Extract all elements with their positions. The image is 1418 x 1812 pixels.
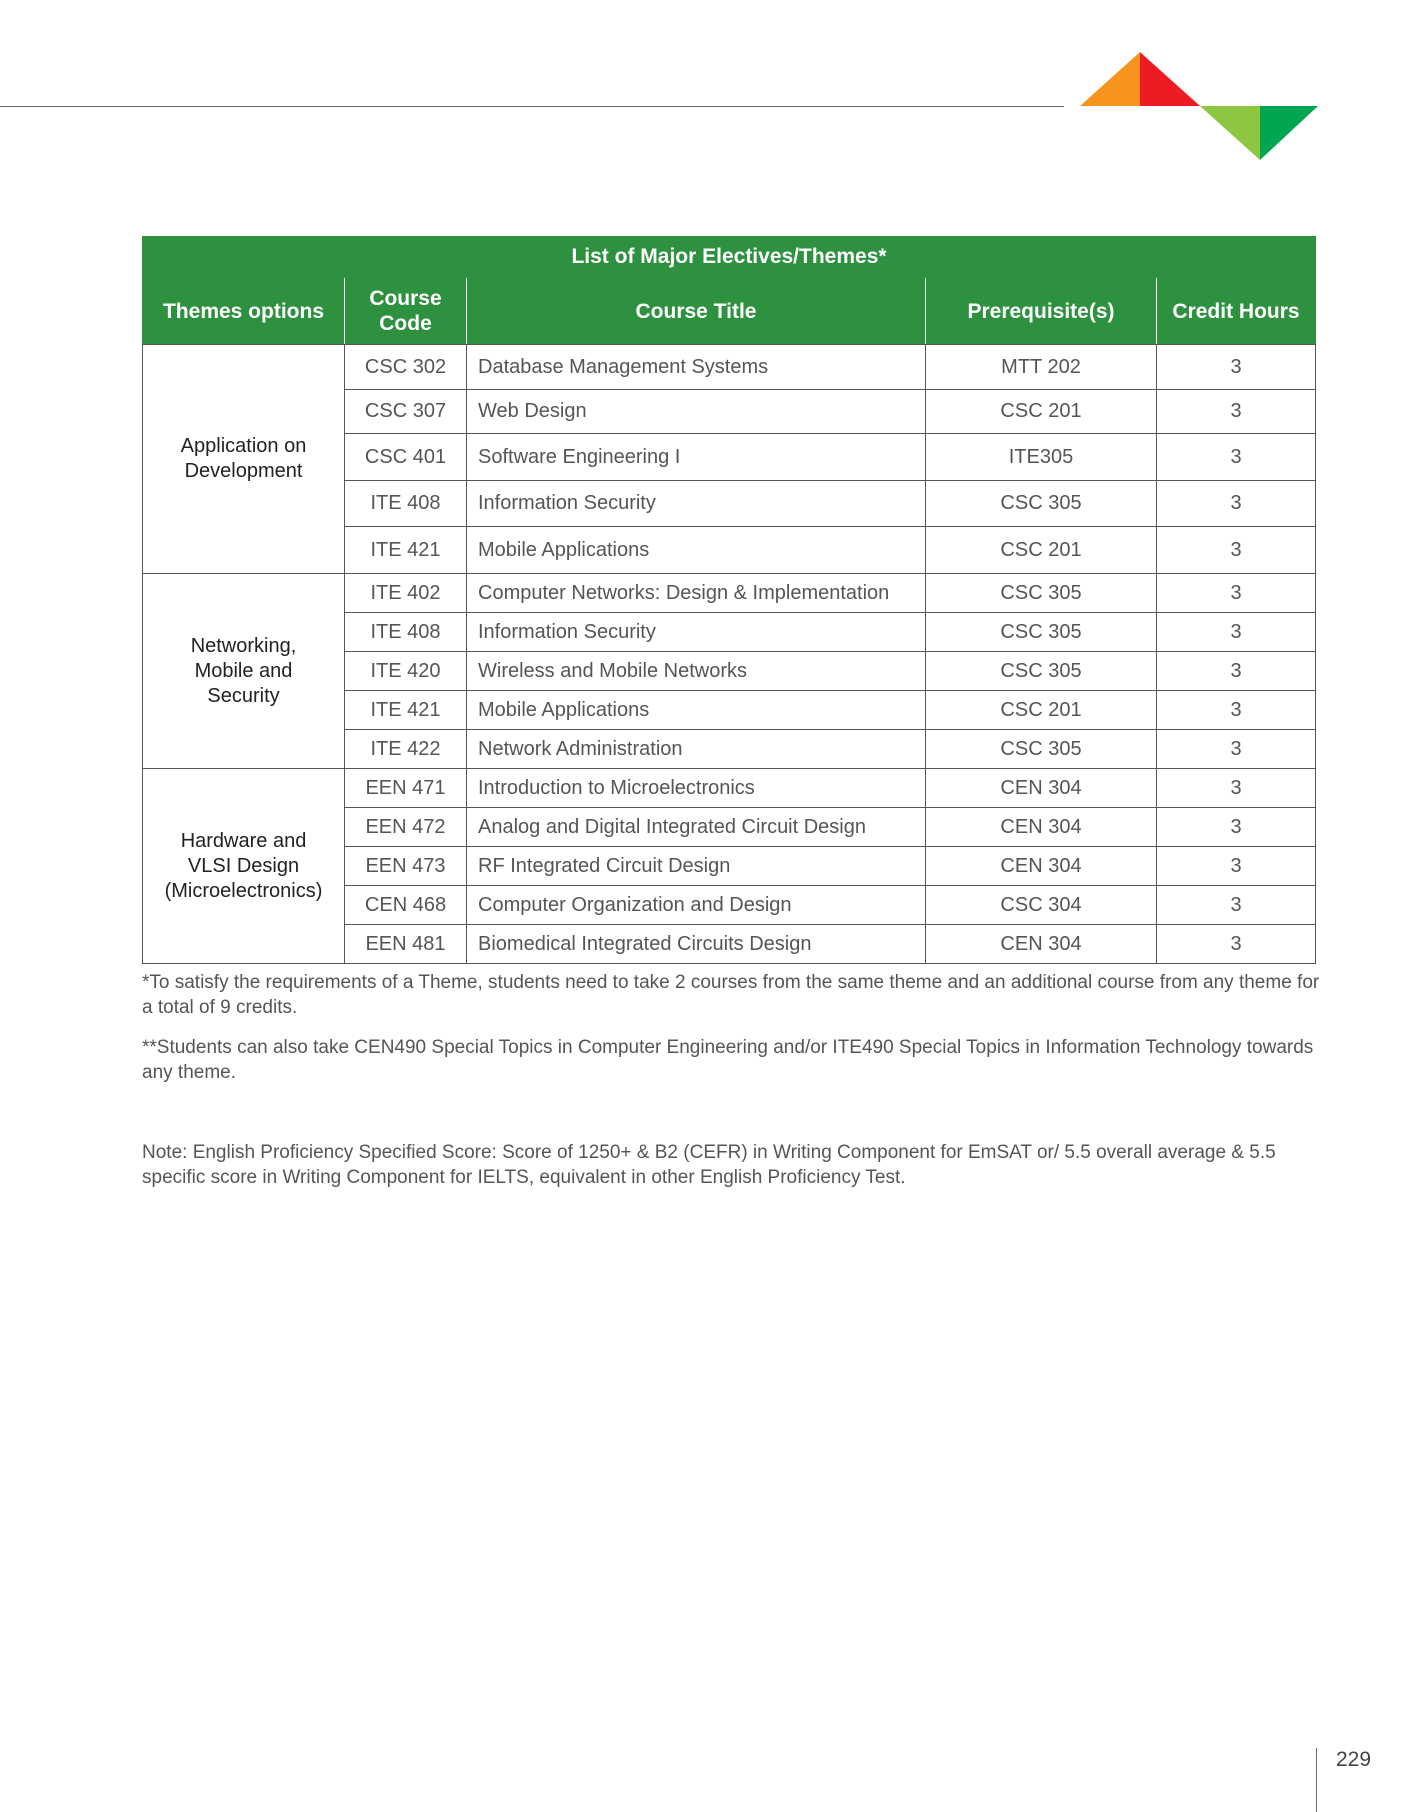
theme-name-line: Networking, xyxy=(190,634,297,657)
prerequisite-cell: CSC 305 xyxy=(926,481,1157,527)
prerequisite-cell: CSC 201 xyxy=(926,527,1157,574)
course-title-cell: RF Integrated Circuit Design xyxy=(467,847,926,886)
course-code-cell: ITE 422 xyxy=(345,730,467,769)
credit-hours-cell: 3 xyxy=(1157,886,1316,925)
logo-light-green-triangle xyxy=(1200,106,1260,160)
theme-name-line: VLSI Design xyxy=(187,854,300,877)
theme-name-line: Development xyxy=(184,460,303,482)
course-title-cell: Web Design xyxy=(467,390,926,434)
credit-hours-cell: 3 xyxy=(1157,730,1316,769)
course-title-cell: Information Security xyxy=(467,481,926,527)
credit-hours-cell: 3 xyxy=(1157,847,1316,886)
theme-name-line: Mobile and xyxy=(194,659,293,682)
english-proficiency-note: Note: English Proficiency Specified Score: Score of 1250+ & B2 (CEFR) in Writing Component for EmSAT or/ 5.5 overall average & 5.5 specific score in Writing Component for IELTS, equivalent in other English Proficiency Test. xyxy=(142,1142,1276,1188)
prerequisite-cell: CSC 305 xyxy=(926,730,1157,769)
header-course-code-line1: Course xyxy=(369,287,442,310)
course-code-cell: ITE 402 xyxy=(345,574,467,613)
prerequisite-cell: CSC 305 xyxy=(926,613,1157,652)
course-code-cell: ITE 421 xyxy=(345,691,467,730)
special-topics-note: **Students can also take CEN490 Special Topics in Computer Engineering and/or ITE490 Special Topics in Information Technology towards any theme. xyxy=(142,1037,1314,1083)
credit-hours-cell: 3 xyxy=(1157,613,1316,652)
table-caption: List of Major Electives/Themes* xyxy=(143,237,1316,278)
credit-hours-cell: 3 xyxy=(1157,434,1316,481)
logo-orange-triangle xyxy=(1080,52,1140,106)
course-code-cell: CSC 307 xyxy=(345,390,467,434)
table-row xyxy=(143,345,1316,390)
table-header-row xyxy=(143,278,1316,345)
course-code-cell: EEN 471 xyxy=(345,769,467,808)
prerequisite-cell: CEN 304 xyxy=(926,808,1157,847)
table-row xyxy=(143,769,1316,808)
course-code-cell: ITE 408 xyxy=(345,481,467,527)
prerequisite-cell: CEN 304 xyxy=(926,925,1157,964)
credit-hours-cell: 3 xyxy=(1157,769,1316,808)
prerequisite-cell: CSC 304 xyxy=(926,886,1157,925)
course-title-cell: Mobile Applications xyxy=(467,691,926,730)
course-code-cell: CSC 302 xyxy=(345,345,467,390)
course-code-cell: CSC 401 xyxy=(345,434,467,481)
course-title-cell: Information Security xyxy=(467,613,926,652)
credit-hours-cell: 3 xyxy=(1157,527,1316,574)
theme-cell xyxy=(143,769,345,964)
prerequisite-cell: MTT 202 xyxy=(926,345,1157,390)
course-title-cell: Network Administration xyxy=(467,730,926,769)
course-title-cell: Wireless and Mobile Networks xyxy=(467,652,926,691)
theme-requirement-note: *To satisfy the requirements of a Theme, students need to take 2 courses from the same theme and an additional course from any theme for a total of 9 credits. xyxy=(142,972,1320,1018)
credit-hours-cell: 3 xyxy=(1157,808,1316,847)
prerequisite-cell: ITE305 xyxy=(926,434,1157,481)
theme-cell xyxy=(143,574,345,769)
theme-cell xyxy=(143,345,345,574)
prerequisite-cell: CEN 304 xyxy=(926,847,1157,886)
triangle-logo-icon xyxy=(1080,50,1320,162)
header-credit-hours: Credit Hours xyxy=(1157,278,1316,345)
prerequisite-cell: CSC 305 xyxy=(926,652,1157,691)
prerequisite-cell: CSC 305 xyxy=(926,574,1157,613)
theme-name-line: (Microelectronics) xyxy=(164,879,323,902)
header-course-code xyxy=(345,278,467,345)
credit-hours-cell: 3 xyxy=(1157,652,1316,691)
header-themes-options: Themes options xyxy=(143,278,345,345)
page-number: 229 xyxy=(1336,1748,1372,1771)
table-row xyxy=(143,574,1316,613)
theme-name-line: Hardware and xyxy=(180,829,307,852)
table-caption-row xyxy=(143,237,1316,278)
table-body xyxy=(143,345,1316,964)
theme-name-line: Application on xyxy=(180,435,307,457)
credit-hours-cell: 3 xyxy=(1157,574,1316,613)
logo-dark-green-triangle xyxy=(1260,106,1318,160)
course-code-cell: ITE 421 xyxy=(345,527,467,574)
prerequisite-cell: CEN 304 xyxy=(926,769,1157,808)
credit-hours-cell: 3 xyxy=(1157,691,1316,730)
course-code-cell: EEN 481 xyxy=(345,925,467,964)
credit-hours-cell: 3 xyxy=(1157,345,1316,390)
credit-hours-cell: 3 xyxy=(1157,481,1316,527)
header-course-code-line2: Code xyxy=(379,312,432,335)
course-code-cell: ITE 420 xyxy=(345,652,467,691)
logo-red-triangle xyxy=(1140,52,1200,106)
course-title-cell: Introduction to Microelectronics xyxy=(467,769,926,808)
course-code-cell: EEN 473 xyxy=(345,847,467,886)
course-code-cell: CEN 468 xyxy=(345,886,467,925)
course-code-cell: ITE 408 xyxy=(345,613,467,652)
course-title-cell: Biomedical Integrated Circuits Design xyxy=(467,925,926,964)
course-title-cell: Mobile Applications xyxy=(467,527,926,574)
major-electives-table xyxy=(142,236,1316,964)
course-title-cell: Computer Networks: Design & Implementation xyxy=(467,574,926,613)
prerequisite-cell: CSC 201 xyxy=(926,691,1157,730)
credit-hours-cell: 3 xyxy=(1157,925,1316,964)
course-title-cell: Software Engineering I xyxy=(467,434,926,481)
credit-hours-cell: 3 xyxy=(1157,390,1316,434)
course-code-cell: EEN 472 xyxy=(345,808,467,847)
header-course-title: Course Title xyxy=(467,278,926,345)
header-rule xyxy=(0,106,1064,107)
course-title-cell: Analog and Digital Integrated Circuit Design xyxy=(467,808,926,847)
prerequisite-cell: CSC 201 xyxy=(926,390,1157,434)
header-prerequisites: Prerequisite(s) xyxy=(926,278,1157,345)
course-title-cell: Computer Organization and Design xyxy=(467,886,926,925)
course-title-cell: Database Management Systems xyxy=(467,345,926,390)
page-number-rule xyxy=(1316,1748,1317,1812)
theme-name-line: Security xyxy=(207,684,280,707)
